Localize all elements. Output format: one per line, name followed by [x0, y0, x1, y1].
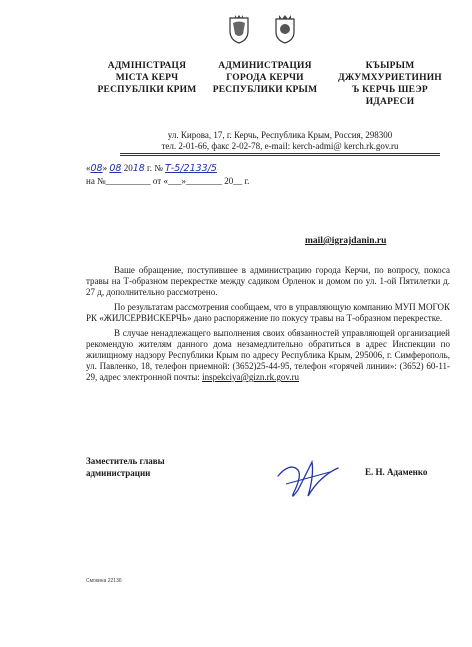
registration-day: 08 — [90, 163, 103, 174]
recipient-email: mail@igrajdanin.ru — [305, 236, 387, 246]
year-prefix: 20 — [123, 163, 133, 173]
letterhead-line: РЕСПУБЛІКИ КРИМ — [97, 85, 197, 95]
letterhead-line: ГОРОДА КЕРЧИ — [226, 73, 304, 83]
letterhead-line: РЕСПУБЛИКИ КРЫМ — [212, 85, 318, 95]
signatory-title — [86, 455, 165, 479]
letterhead-line: АДМИНИСТРАЦИЯ — [218, 61, 312, 71]
registration-month: 08 — [109, 163, 122, 174]
registration-year: 18 — [132, 163, 145, 174]
letterhead-crimean-tatar — [330, 60, 450, 108]
divider — [120, 153, 440, 154]
handwritten-signature — [268, 446, 346, 506]
divider — [120, 155, 440, 156]
paragraph: По результатам рассмотрения сообщаем, что в управляющую компанию МУП МОГОК РК «ЖИЛСЕРВИСКЕРЧЬ» дано распоряжение по покусу травы на Т-образном перекрестке. — [86, 302, 450, 323]
paragraph: Ваше обращение, поступившее в администрацию города Керчи, по вопросу, покоса травы на Т-образном перекрестке между садиком Орленок и домом по ул. 1-ой Пятилетки д. 27 д, дополнительно рассмотрено. — [86, 265, 450, 297]
open-quote: « — [86, 163, 91, 173]
letterhead-line: КЪЫРЫМ — [365, 61, 415, 71]
mid-quote: » — [102, 163, 108, 173]
letterhead-ukrainian — [86, 60, 208, 96]
signatory-name: Е. Н. Адаменко — [365, 467, 428, 477]
letterhead-line: Ъ КЕРЧЬ ШЕЭР — [352, 85, 428, 95]
letterhead-line: АДМІНІСТРАЦЯ — [107, 61, 187, 71]
letterhead-line: ИДАРЕСИ — [365, 97, 415, 107]
kerch-coat-of-arms-icon — [273, 14, 297, 44]
letterhead-line: ДЖУМХУРИЕТИНИН — [338, 73, 442, 83]
registration-number: Т-5/2133/5 — [165, 163, 217, 174]
sender-address — [120, 130, 440, 152]
signatory-title-line: Заместитель главы — [86, 456, 165, 466]
crimea-coat-of-arms-icon — [227, 14, 251, 44]
letter-body — [86, 265, 450, 387]
address-line: ул. Кирова, 17, г. Керчь, Республика Крым, Россия, 298300 — [167, 130, 393, 140]
inspection-email: inspekciya@gizn.rk.gov.ru — [202, 372, 299, 382]
letterhead-russian — [206, 60, 324, 96]
letterhead-line: МІСТА КЕРЧ — [115, 73, 179, 83]
paragraph — [86, 328, 450, 383]
paragraph-text: В случае ненадлежащего выполнения своих обязанностей управляющей организацией рекомендую жителям данного дома незамедлительно обратиться в адрес Инспекции по жилищному надзору Республики Крым по адресу Республика Крым, 295006, г. Симферополь, ул. Павленко, 18, телефон приемной: (3652)25-44-95, телефон «горячей линии»: (3652) 60-11-29, адрес электронной почты: — [86, 328, 450, 382]
executor-note: Смокина 22136 — [86, 578, 122, 584]
incoming-reference: на №__________ от «___»________ 20__ г. — [86, 176, 250, 186]
number-label: г. № — [147, 163, 163, 173]
outgoing-registration — [86, 162, 217, 175]
signatory-title-line: администрации — [86, 468, 151, 478]
contacts-line: тел. 2-01-66, факс 2-02-78, e-mail: kerch-admi@ kerch.rk.gov.ru — [161, 141, 399, 151]
